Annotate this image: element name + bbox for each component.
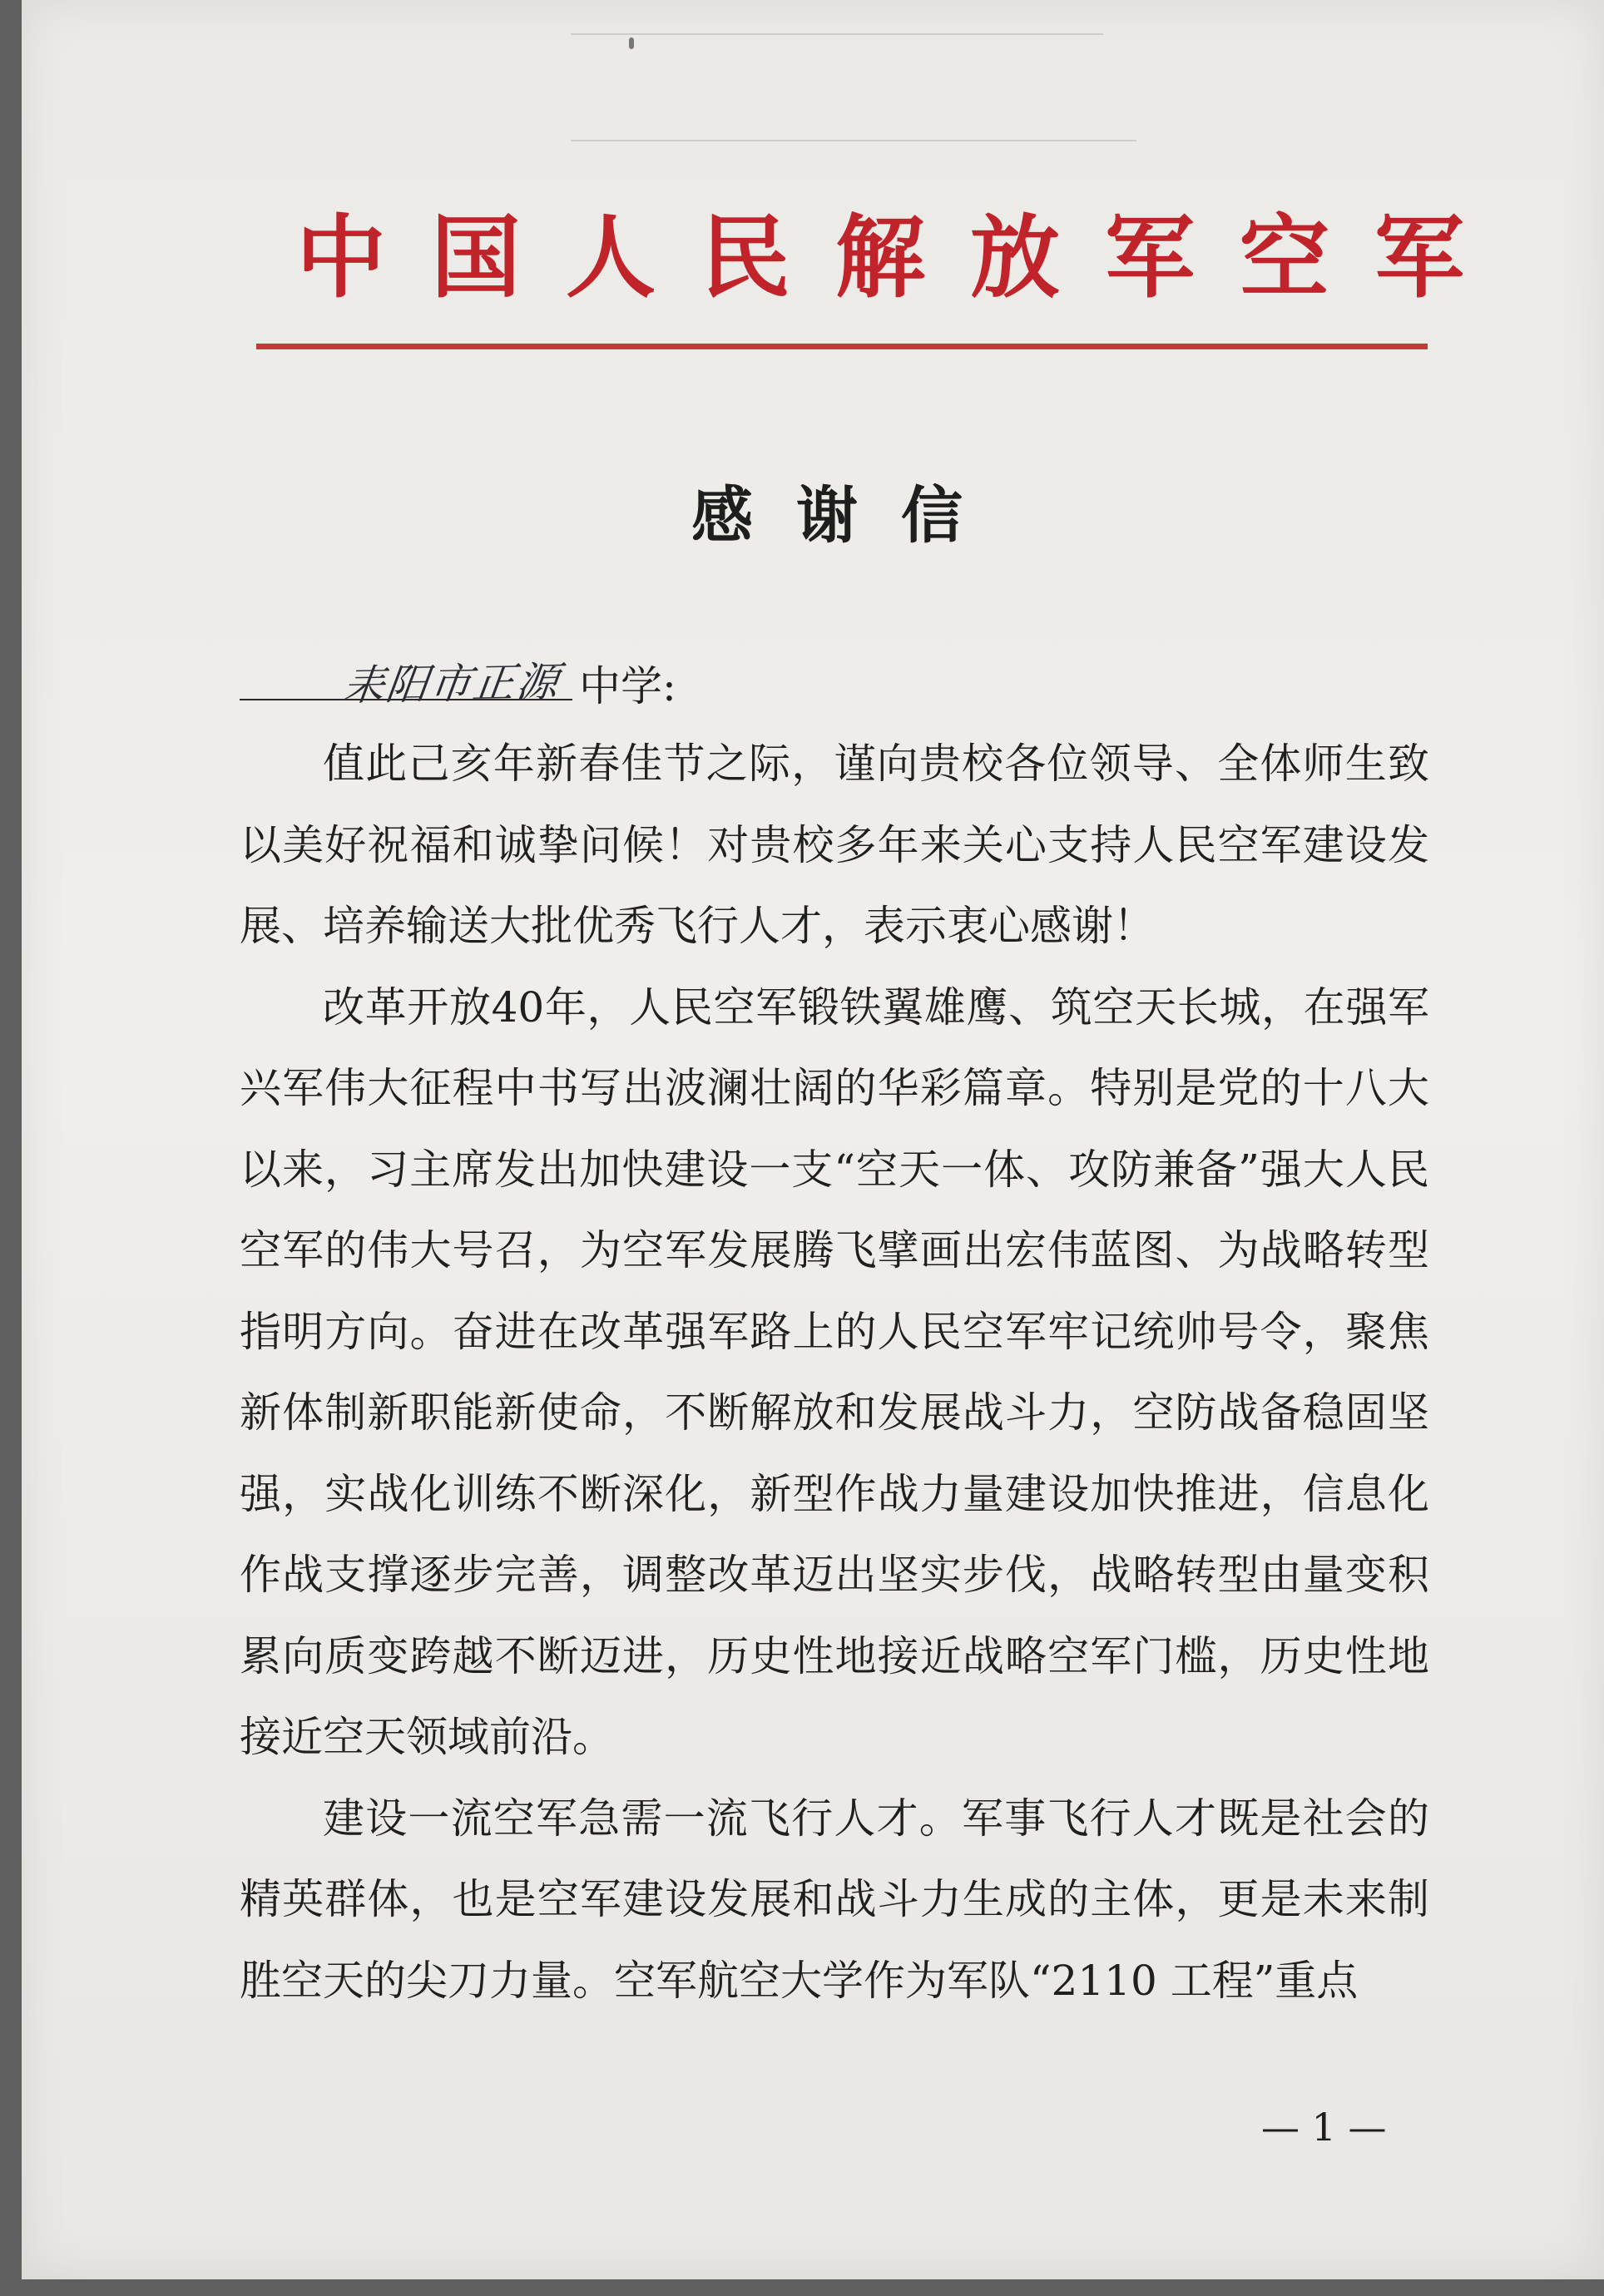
letterhead-red-rule [256,344,1428,349]
body-paragraph: 建设一流空军急需一流飞行人才。军事飞行人才既是社会的精英群体，也是空军建设发展和战斗力生成的主体，更是未来制胜空天的尖刀力量。空军航空大学作为军队“2110 工程”重点 [240,1794,1429,2005]
letter-page [22,0,1604,2279]
faint-mark [571,33,1103,35]
letter-body [240,724,1429,2021]
body-paragraph: 值此己亥年新春佳节之际，谨向贵校各位领导、全体师生致以美好祝福和诚挚问候！对贵校多年来关心支持人民空军建设发展、培养输送大批优秀飞行人才，表示衷心感谢！ [240,740,1429,950]
page-number: — 1 — [1261,2105,1387,2150]
salutation [240,649,822,715]
letterhead-organization: 中国人民解放军空军 [296,205,1510,310]
recipient-suffix: 中学: [579,662,676,710]
recipient-handwritten: 耒阳市正源 [339,657,563,710]
ink-smudge [629,37,634,49]
body-paragraph: 改革开放40年，人民空军锻铁翼雄鹰、筑空天长城，在强军兴军伟大征程中书写出波澜壮阔的华彩篇章。特别是党的十八大以来，习主席发出加快建设一支“空天一体、攻防兼备”强大人民空军的伟大号召，为空军发展腾飞擘画出宏伟蓝图、为战略转型指明方向。奋进在改革强军路上的人民空军牢记统帅号令，聚焦新体制新职能新使命，不断解放和发展战斗力，空防战备稳固坚强，实战化训练不断深化，新型作战力量建设加快推进，信息化作战支撑逐步完善，调整改革迈出坚实步伐，战略转型由量变积累向质变跨越不断迈进，历史性地接近战略空军门槛，历史性地接近空天领域前沿。 [240,982,1429,1761]
faint-mark [571,140,1136,141]
letter-title: 感谢信 [691,480,1006,552]
